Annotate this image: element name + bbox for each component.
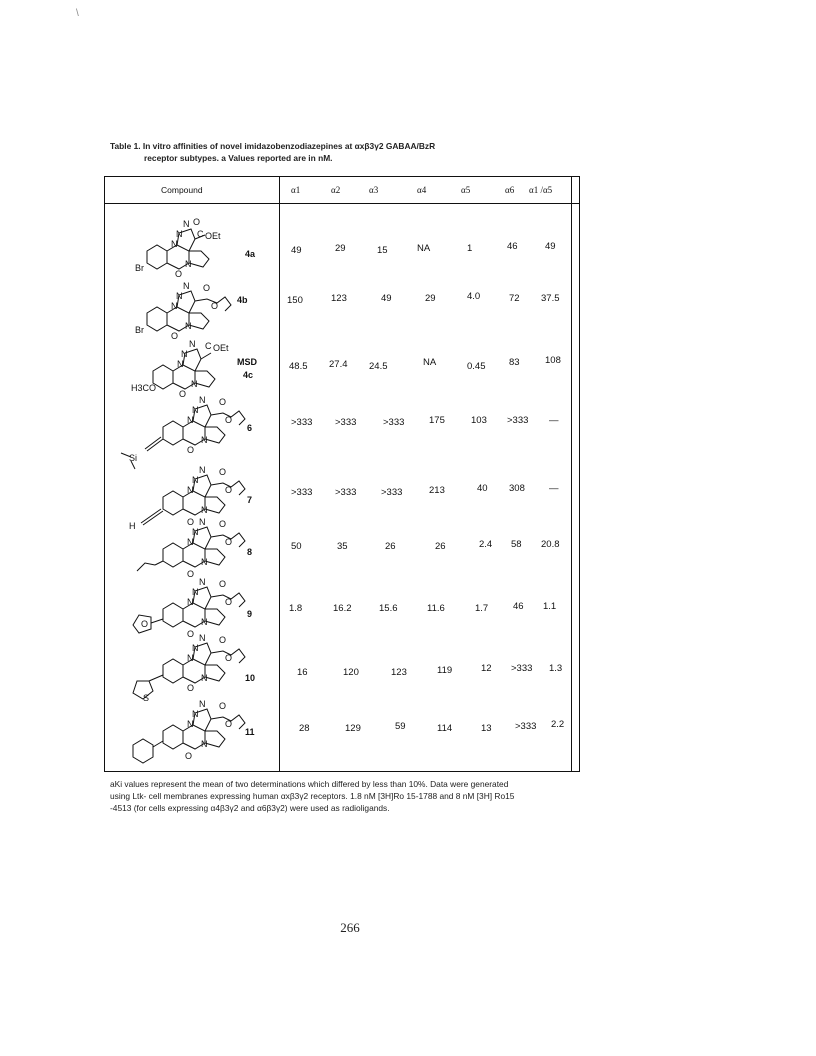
atom-n: N: [185, 321, 192, 331]
value-a6-4b: 72: [509, 293, 520, 304]
atom-n: N: [177, 359, 184, 369]
value-a3-10: 123: [391, 667, 407, 678]
atom-h: H: [129, 521, 136, 531]
atom-n: N: [201, 617, 208, 627]
value-a1-4b: 150: [287, 295, 303, 306]
compound-label-6: 6: [247, 423, 253, 433]
atom-n: N: [187, 485, 194, 495]
value-a2-4c: 27.4: [329, 359, 348, 370]
atom-n: N: [199, 577, 206, 587]
atom-n: N: [192, 527, 199, 537]
atom-n: N: [171, 301, 178, 311]
atom-o: O: [203, 283, 211, 293]
value-a5-9: 1.7: [475, 603, 489, 614]
column-divider-left: [279, 177, 280, 771]
atom-n: N: [201, 505, 208, 515]
atom-n: N: [176, 229, 183, 239]
atom-n: N: [199, 633, 206, 643]
atom-oet: OEt: [213, 343, 229, 353]
compound-label-9: 9: [247, 609, 253, 619]
atom-o: O: [225, 597, 233, 607]
value-ratio-8: 20.8: [541, 539, 560, 550]
atom-o: O: [225, 415, 233, 425]
value-a3-11: 59: [395, 721, 406, 732]
value-a1-10: 16: [297, 667, 308, 678]
value-a3-4b: 49: [381, 293, 392, 304]
atom-n: N: [191, 379, 198, 389]
header-a6: α6: [505, 185, 515, 195]
structure-11: [127, 695, 257, 767]
value-a2-4a: 29: [335, 243, 346, 254]
atom-o: O: [187, 445, 195, 455]
atom-n: N: [201, 739, 208, 749]
value-ratio-4a: 49: [545, 241, 556, 252]
atom-n: N: [189, 339, 196, 349]
value-a6-6: >333: [507, 415, 529, 426]
compound-label-10: 10: [245, 673, 256, 683]
structure-4b: [133, 277, 243, 339]
value-a1-6: >333: [291, 417, 313, 428]
atom-n: N: [185, 259, 192, 269]
value-a6-7: 308: [509, 483, 525, 494]
atom-n: N: [201, 557, 208, 567]
atom-n: N: [192, 709, 199, 719]
table-caption: [110, 140, 550, 164]
compound-label-4a: 4a: [245, 249, 256, 259]
atom-n: N: [187, 597, 194, 607]
value-a4-8: 26: [435, 541, 446, 552]
atom-o: O: [187, 569, 195, 579]
compound-label-4c-bottom: 4c: [243, 370, 254, 380]
atom-o: O: [187, 683, 195, 693]
atom-si: Si: [129, 453, 138, 463]
value-a3-6: >333: [383, 417, 405, 428]
value-a4-6: 175: [429, 415, 445, 426]
value-a2-10: 120: [343, 667, 359, 678]
atom-o: O: [225, 653, 233, 663]
atom-n: N: [171, 239, 178, 249]
atom-n: N: [187, 537, 194, 547]
atom-n: N: [187, 653, 194, 663]
atom-n: N: [187, 719, 194, 729]
value-ratio-10: 1.3: [549, 663, 563, 674]
atom-n: N: [183, 281, 190, 291]
scan-speck: \: [76, 8, 79, 19]
header-a5: α5: [461, 185, 471, 195]
page-number: 266: [340, 920, 360, 935]
value-a5-4b: 4.0: [467, 291, 481, 302]
value-a1-7: >333: [291, 487, 313, 498]
caption-line-2: receptor subtypes. a Values reported are in nM.: [144, 153, 333, 163]
atom-br: Br: [135, 263, 144, 273]
value-a6-8: 58: [511, 539, 522, 550]
value-a3-4a: 15: [377, 245, 388, 256]
atom-n: N: [201, 435, 208, 445]
atom-o: O: [219, 519, 227, 529]
value-a2-8: 35: [337, 541, 348, 552]
header-ratio: α1 /α5: [529, 185, 553, 195]
atom-br: Br: [135, 325, 144, 335]
atom-o: O: [225, 537, 233, 547]
value-a3-8: 26: [385, 541, 396, 552]
value-a4-4a: NA: [417, 243, 431, 254]
value-a2-4b: 123: [331, 293, 347, 304]
header-a4: α4: [417, 185, 427, 195]
compound-label-11: 11: [245, 727, 255, 737]
value-a6-9: 46: [513, 601, 524, 612]
value-a6-4a: 46: [507, 241, 518, 252]
value-a4-10: 119: [437, 665, 453, 676]
atom-c: C: [205, 341, 212, 351]
atom-o: O: [187, 629, 195, 639]
atom-o: O: [225, 719, 233, 729]
footnote-line-3: -4513 (for cells expressing α4β3γ2 and α6β3γ2) were used as radioligands.: [110, 803, 390, 813]
atom-o: O: [171, 331, 179, 341]
atom-o: O: [219, 397, 227, 407]
atom-n: N: [192, 475, 199, 485]
atom-s: S: [143, 693, 150, 703]
atom-n: N: [192, 643, 199, 653]
compound-label-7: 7: [247, 495, 253, 505]
atom-o: O: [179, 389, 187, 399]
atom-h3co: H3CO: [131, 383, 157, 393]
compound-label-4b: 4b: [237, 295, 248, 305]
atom-o: O: [185, 751, 193, 761]
atom-n: N: [181, 349, 188, 359]
value-a1-4a: 49: [291, 245, 302, 256]
atom-n: N: [199, 517, 206, 527]
caption-line-1: Table 1. In vitro affinities of novel imidazobenzodiazepines at αxβ3γ2 GABAA/BzR: [110, 141, 436, 151]
atom-o: O: [219, 467, 227, 477]
value-a5-10: 12: [481, 663, 492, 674]
header-a3: α3: [369, 185, 379, 195]
value-ratio-4c: 108: [545, 355, 561, 366]
value-a4-11: 114: [437, 723, 453, 734]
atom-n: N: [199, 699, 206, 709]
value-ratio-6: —: [549, 415, 559, 426]
value-a1-11: 28: [299, 723, 310, 734]
header-a1: α1: [291, 185, 301, 195]
footnote-line-1: aKi values represent the mean of two determinations which differed by less than 10%. Data were generated: [110, 779, 509, 789]
header-a2: α2: [331, 185, 341, 195]
atom-n: N: [192, 587, 199, 597]
structure-4c: [131, 335, 243, 397]
atom-n: N: [183, 219, 190, 229]
value-a6-4c: 83: [509, 357, 520, 368]
value-a2-9: 16.2: [333, 603, 352, 614]
value-a3-4c: 24.5: [369, 361, 388, 372]
atom-o: O: [193, 217, 201, 227]
atom-n: N: [201, 673, 208, 683]
value-ratio-7: —: [549, 483, 559, 494]
value-a3-7: >333: [381, 487, 403, 498]
atom-o: O: [219, 579, 227, 589]
table-footnote: [110, 778, 570, 814]
atom-o-furan: O: [141, 619, 149, 629]
atom-o: O: [211, 301, 219, 311]
structure-9: [127, 573, 257, 643]
value-a4-4c: NA: [423, 357, 437, 368]
value-a2-6: >333: [335, 417, 357, 428]
compound-label-4c-top: MSD: [237, 357, 257, 367]
value-a5-8: 2.4: [479, 539, 493, 550]
atom-n: N: [192, 405, 199, 415]
value-a1-9: 1.8: [289, 603, 303, 614]
footnote-line-2: using Ltk- cell membranes expressing human αxβ3γ2 receptors. 1.8 nM [3H]Ro 15-1788 and 8 nM [3H] Ro15: [110, 791, 515, 801]
value-a5-6: 103: [471, 415, 487, 426]
atom-o: O: [175, 269, 183, 279]
value-ratio-11: 2.2: [551, 719, 565, 730]
atom-n: N: [199, 465, 206, 475]
value-a4-4b: 29: [425, 293, 436, 304]
value-a5-4c: 0.45: [467, 361, 486, 372]
value-a6-10: >333: [511, 663, 533, 674]
column-divider-right: [571, 177, 572, 771]
value-a6-11: >333: [515, 721, 537, 732]
atom-o: O: [219, 635, 227, 645]
structure-6: [117, 391, 257, 469]
atom-o: O: [187, 517, 195, 527]
value-a4-9: 11.6: [427, 603, 445, 614]
value-a1-4c: 48.5: [289, 361, 308, 372]
value-a1-8: 50: [291, 541, 302, 552]
value-ratio-9: 1.1: [543, 601, 557, 612]
atom-c: C: [197, 229, 204, 239]
compound-label-8: 8: [247, 547, 253, 557]
atom-o: O: [219, 701, 227, 711]
value-a4-7: 213: [429, 485, 445, 496]
value-a3-9: 15.6: [379, 603, 398, 614]
value-a5-7: 40: [477, 483, 488, 494]
header-compound: Compound: [161, 185, 203, 195]
value-ratio-4b: 37.5: [541, 293, 560, 304]
atom-o: O: [225, 485, 233, 495]
header-rule: [105, 203, 579, 204]
atom-n: N: [176, 291, 183, 301]
structure-4a: [133, 215, 243, 277]
atom-oet: OEt: [205, 231, 221, 241]
value-a5-11: 13: [481, 723, 492, 734]
atom-n: N: [199, 395, 206, 405]
atom-n: N: [187, 415, 194, 425]
value-a2-7: >333: [335, 487, 357, 498]
value-a5-4a: 1: [467, 243, 473, 254]
value-a2-11: 129: [345, 723, 361, 734]
affinity-table: [104, 176, 580, 772]
